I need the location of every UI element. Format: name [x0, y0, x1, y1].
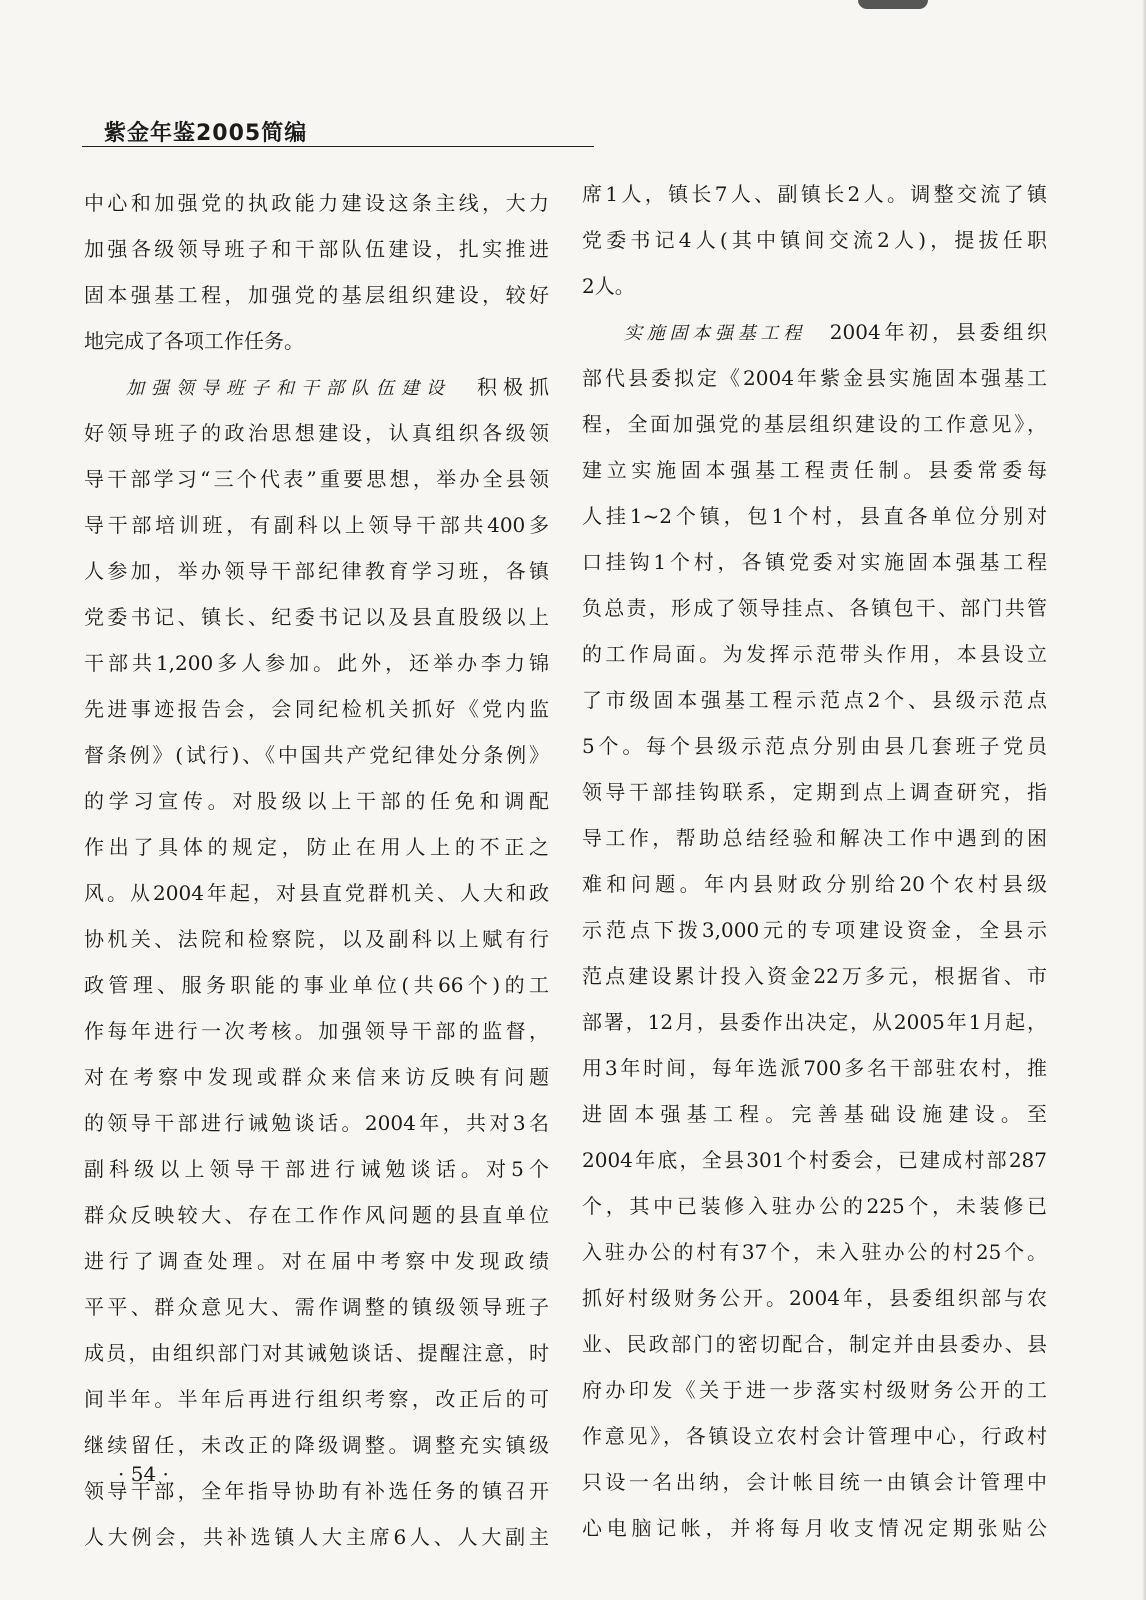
line-text: 协机关、法院和检察院，以及副科以上赋有行 — [84, 927, 549, 951]
line-text: 积极抓 — [451, 375, 549, 399]
line-text: 抓好村级财务公开。2004年，县委组织部与农 — [582, 1286, 1047, 1310]
text-line — [84, 686, 549, 732]
line-text: 好领导班子的政治思想建设，认真组织各级领 — [84, 421, 549, 445]
text-line — [84, 318, 549, 364]
line-text: 2004年底，全县301个村委会，已建成村部287 — [582, 1148, 1047, 1172]
line-text: 部代县委拟定《2004年紫金县实施固本强基工 — [582, 366, 1047, 390]
page-edge-shadow — [1142, 0, 1146, 1600]
text-line — [84, 1192, 549, 1238]
line-text: 心电脑记帐，并将每月收支情况定期张贴公 — [582, 1516, 1047, 1540]
line-text: 党委书记4人(其中镇间交流2人)，提拔任职 — [582, 228, 1047, 252]
text-line — [84, 640, 549, 686]
left-column — [84, 180, 549, 1560]
line-text: 2004年初，县委组织 — [806, 320, 1047, 344]
line-text: 范点建设累计投入资金22万多元，根据省、市 — [582, 964, 1047, 988]
section-heading: 实施固本强基工程 — [624, 323, 807, 344]
text-line — [582, 1505, 1047, 1551]
running-title: 紫金年鉴2005简编 — [104, 121, 308, 146]
line-text: 部署，12月，县委作出决定，从2005年1月起， — [582, 1010, 1047, 1034]
text-line — [582, 723, 1047, 769]
text-line — [582, 861, 1047, 907]
line-text: 个，其中已装修入驻办公的225个，未装修已 — [582, 1194, 1047, 1218]
text-line — [582, 1413, 1047, 1459]
text-line — [582, 1229, 1047, 1275]
right-column — [582, 171, 1047, 1551]
text-line — [84, 916, 549, 962]
text-line — [582, 355, 1047, 401]
line-text: 领导干部挂钩联系，定期到点上调查研究，指 — [582, 780, 1047, 804]
line-text: 领导干部，全年指导协助有补选任务的镇召开 — [84, 1479, 549, 1503]
line-text: 进行了调查处理。对在届中考察中发现政绩 — [84, 1249, 549, 1273]
line-text: 府办印发《关于进一步落实村级财务公开的工 — [582, 1378, 1047, 1402]
line-text: 业、民政部门的密切配合，制定并由县委办、县 — [582, 1332, 1047, 1356]
line-text: 席1人，镇长7人、副镇长2人。调整交流了镇 — [582, 182, 1047, 206]
line-text: 群众反映较大、存在工作作风问题的县直单位 — [84, 1203, 549, 1227]
line-text: 成员，由组织部门对其诫勉谈话、提醒注意，时 — [84, 1341, 549, 1365]
text-line — [582, 171, 1047, 217]
line-text: 风。从2004年起，对县直党群机关、人大和政 — [84, 881, 549, 905]
line-text: 加强各级领导班子和干部队伍建设，扎实推进 — [84, 237, 549, 261]
page-number: · 54 · — [118, 1462, 169, 1486]
text-line — [582, 815, 1047, 861]
text-line — [84, 778, 549, 824]
line-text: 导干部培训班，有副科以上领导干部共400多 — [84, 513, 549, 537]
line-text: 2人。 — [582, 274, 635, 298]
text-line — [582, 1091, 1047, 1137]
section-heading: 加强领导班子和干部队伍建设 — [126, 378, 451, 399]
text-line — [582, 263, 1047, 309]
line-text: 平平、群众意见大、需作调整的镇级领导班子 — [84, 1295, 549, 1319]
text-line — [582, 1045, 1047, 1091]
text-line — [84, 594, 549, 640]
text-line — [582, 999, 1047, 1045]
text-line — [84, 548, 549, 594]
line-text: 督条例》(试行)、《中国共产党纪律处分条例》 — [84, 743, 549, 767]
text-line — [582, 217, 1047, 263]
line-text: 了市级固本强基工程示范点2个、县级示范点 — [582, 688, 1047, 712]
text-line — [582, 1275, 1047, 1321]
line-text: 人参加，举办领导干部纪律教育学习班，各镇 — [84, 559, 549, 583]
line-text: 进固本强基工程。完善基础设施建设。至 — [582, 1102, 1047, 1126]
line-text: 固本强基工程，加强党的基层组织建设，较好 — [84, 283, 549, 307]
text-line — [582, 1321, 1047, 1367]
text-line — [84, 1100, 549, 1146]
scan-smudge — [858, 0, 928, 9]
text-line — [84, 732, 549, 778]
text-line — [84, 410, 549, 456]
text-line — [582, 1183, 1047, 1229]
text-line — [84, 1514, 549, 1560]
line-text: 党委书记、镇长、纪委书记以及县直股级以上 — [84, 605, 549, 629]
text-line — [582, 1367, 1047, 1413]
line-text: 入驻办公的村有37个，未入驻办公的村25个。 — [582, 1240, 1047, 1264]
line-text: 副科级以上领导干部进行诫勉谈话。对5个 — [84, 1157, 549, 1181]
line-text: 干部共1,200多人参加。此外，还举办李力锦 — [84, 651, 549, 675]
line-text: 的工作局面。为发挥示范带头作用，本县设立 — [582, 642, 1047, 666]
line-text: 继续留任，未改正的降级调整。调整充实镇级 — [84, 1433, 549, 1457]
text-line — [582, 493, 1047, 539]
text-line — [84, 1008, 549, 1054]
text-line — [582, 539, 1047, 585]
text-line — [582, 447, 1047, 493]
text-line — [84, 1330, 549, 1376]
text-line — [582, 677, 1047, 723]
line-text: 政管理、服务职能的事业单位(共66个)的工 — [84, 973, 549, 997]
line-text: 人大例会，共补选镇人大主席6人、人大副主 — [84, 1525, 549, 1549]
text-line — [84, 226, 549, 272]
line-text: 地完成了各项工作任务。 — [84, 329, 304, 353]
text-line — [582, 1137, 1047, 1183]
line-text: 负总责，形成了领导挂点、各镇包干、部门共管 — [582, 596, 1047, 620]
text-line — [582, 953, 1047, 999]
line-text: 用3年时间，每年选派700多名干部驻农村，推 — [582, 1056, 1047, 1080]
line-text: 5个。每个县级示范点分别由县几套班子党员 — [582, 734, 1047, 758]
text-line — [84, 824, 549, 870]
text-line — [84, 1054, 549, 1100]
text-line — [84, 870, 549, 916]
line-text: 作出了具体的规定，防止在用人上的不正之 — [84, 835, 549, 859]
line-text: 间半年。半年后再进行组织考察，改正后的可 — [84, 1387, 549, 1411]
text-line — [582, 631, 1047, 677]
text-line — [84, 456, 549, 502]
line-text: 的学习宣传。对股级以上干部的任免和调配 — [84, 789, 549, 813]
text-line — [582, 1459, 1047, 1505]
text-line — [84, 180, 549, 226]
line-text: 建立实施固本强基工程责任制。县委常委每 — [582, 458, 1047, 482]
text-line — [84, 1376, 549, 1422]
line-text: 导工作，帮助总结经验和解决工作中遇到的困 — [582, 826, 1047, 850]
text-line — [582, 907, 1047, 953]
line-text: 口挂钩1个村，各镇党委对实施固本强基工程 — [582, 550, 1047, 574]
line-text: 对在考察中发现或群众来信来访反映有问题 — [84, 1065, 549, 1089]
text-line — [84, 1238, 549, 1284]
text-line — [84, 272, 549, 318]
line-text: 示范点下拨3,000元的专项建设资金，全县示 — [582, 918, 1047, 942]
line-text: 先进事迹报告会，会同纪检机关抓好《党内监 — [84, 697, 549, 721]
line-text: 中心和加强党的执政能力建设这条主线，大力 — [84, 191, 549, 215]
header-rule — [82, 146, 594, 147]
text-line — [582, 309, 1047, 355]
line-text: 作意见》，各镇设立农村会计管理中心，行政村 — [582, 1424, 1047, 1448]
line-text: 导干部学习“三个代表”重要思想，举办全县领 — [84, 467, 549, 491]
text-line — [582, 401, 1047, 447]
text-line — [84, 1146, 549, 1192]
text-line — [582, 585, 1047, 631]
line-text: 只设一名出纳，会计帐目统一由镇会计管理中 — [582, 1470, 1047, 1494]
line-text: 难和问题。年内县财政分别给20个农村县级 — [582, 872, 1047, 896]
text-line — [84, 1284, 549, 1330]
text-line — [84, 364, 549, 410]
text-line — [582, 769, 1047, 815]
line-text: 的领导干部进行诫勉谈话。2004年，共对3名 — [84, 1111, 549, 1135]
text-line — [84, 502, 549, 548]
line-text: 人挂1~2个镇，包1个村，县直各单位分别对 — [582, 504, 1047, 528]
line-text: 程，全面加强党的基层组织建设的工作意见》， — [582, 412, 1047, 436]
text-line — [84, 962, 549, 1008]
line-text: 作每年进行一次考核。加强领导干部的监督， — [84, 1019, 549, 1043]
